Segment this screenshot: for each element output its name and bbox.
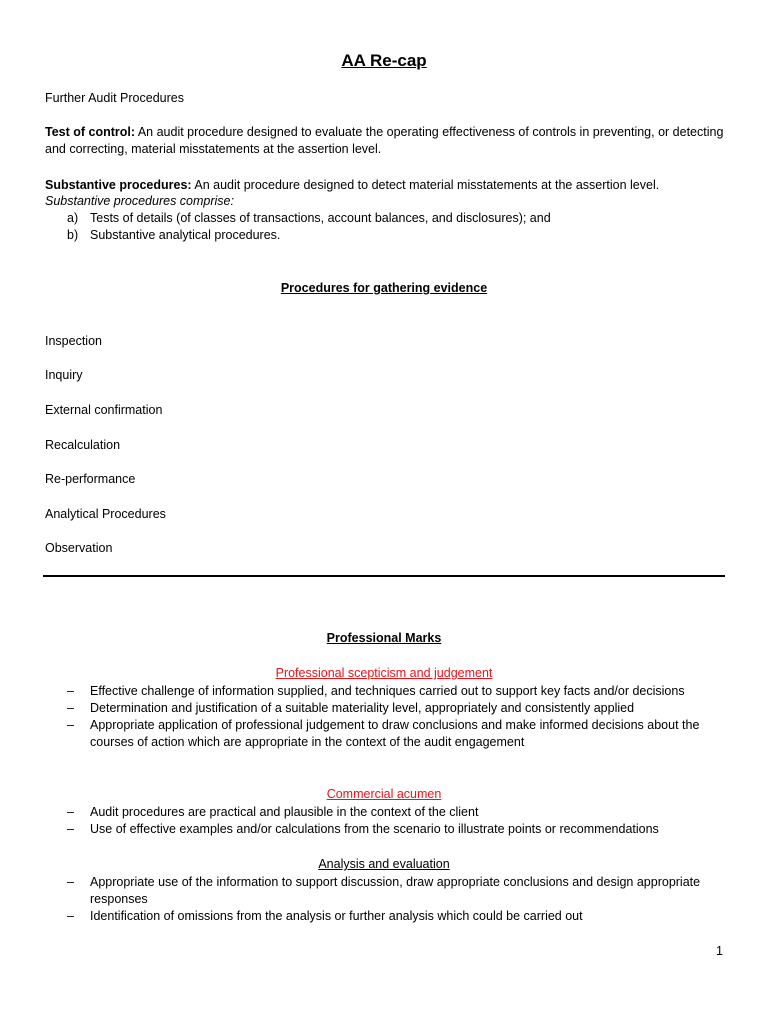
test-of-control-paragraph (45, 124, 735, 158)
list-item: – Use of effective examples and/or calculations from the scenario to illustrate points or recommendations (67, 822, 659, 836)
dash-marker: – (67, 875, 74, 889)
acumen-heading: Commercial acumen (326, 787, 442, 801)
substantive-comprise: Substantive procedures comprise: (45, 194, 234, 208)
list-marker: b) (67, 228, 79, 242)
test-of-control-definition: An audit procedure designed to evaluate the operating effectiveness of controls in preventing, or detecting and correcting, material misstatements at the assertion level. (45, 125, 724, 156)
page-title: AA Re-cap (341, 51, 427, 70)
section-label: Further Audit Procedures (45, 91, 184, 105)
evidence-item-observation: Observation (45, 541, 113, 555)
test-of-control-term: Test of control: (45, 125, 136, 139)
list-marker: a) (67, 211, 79, 225)
list-item: b) Substantive analytical procedures. (67, 228, 281, 242)
scepticism-heading: Professional scepticism and judgement (275, 666, 493, 680)
horizontal-divider (43, 575, 725, 577)
substantive-list (45, 210, 735, 244)
evidence-item-recalculation: Recalculation (45, 438, 121, 452)
dash-marker: – (67, 909, 74, 923)
analysis-heading: Analysis and evaluation (318, 857, 450, 871)
dash-marker: – (67, 718, 74, 732)
list-item: – Determination and justification of a suitable materiality level, appropriately and consistently applied (67, 701, 635, 715)
professional-marks-heading: Professional Marks (326, 631, 442, 645)
dash-marker: – (67, 701, 74, 715)
list-item: – Identification of omissions from the analysis or further analysis which could be carried out (67, 909, 583, 923)
list-item: – Appropriate use of the information to support discussion, draw appropriate conclusions and design appropriate responses (67, 875, 701, 906)
list-item: – Audit procedures are practical and plausible in the context of the client (67, 805, 479, 819)
analysis-list (45, 874, 735, 925)
substantive-term: Substantive procedures: (45, 178, 192, 192)
dash-marker: – (67, 805, 74, 819)
evidence-item-inquiry: Inquiry (45, 368, 83, 382)
evidence-item-external-confirmation: External confirmation (45, 403, 163, 417)
evidence-item-reperformance: Re-performance (45, 472, 136, 486)
acumen-list (45, 804, 735, 838)
dash-marker: – (67, 822, 74, 836)
list-item: – Appropriate application of professional judgement to draw conclusions and make informed decisions about the courses of action which are appropriate in the context of the audit engagement (67, 718, 700, 749)
evidence-item-inspection: Inspection (45, 334, 102, 348)
substantive-paragraph (45, 177, 735, 194)
dash-marker: – (67, 684, 74, 698)
evidence-item-analytical-procedures: Analytical Procedures (45, 507, 166, 521)
list-item: – Effective challenge of information supplied, and techniques carried out to support key facts and/or decisions (67, 684, 685, 698)
list-item: a) Tests of details (of classes of transactions, account balances, and disclosures); and (67, 211, 551, 225)
scepticism-list (45, 683, 735, 751)
substantive-definition: An audit procedure designed to detect material misstatements at the assertion level. (191, 178, 660, 192)
evidence-heading: Procedures for gathering evidence (280, 281, 488, 295)
page-number: 1 (716, 944, 723, 958)
